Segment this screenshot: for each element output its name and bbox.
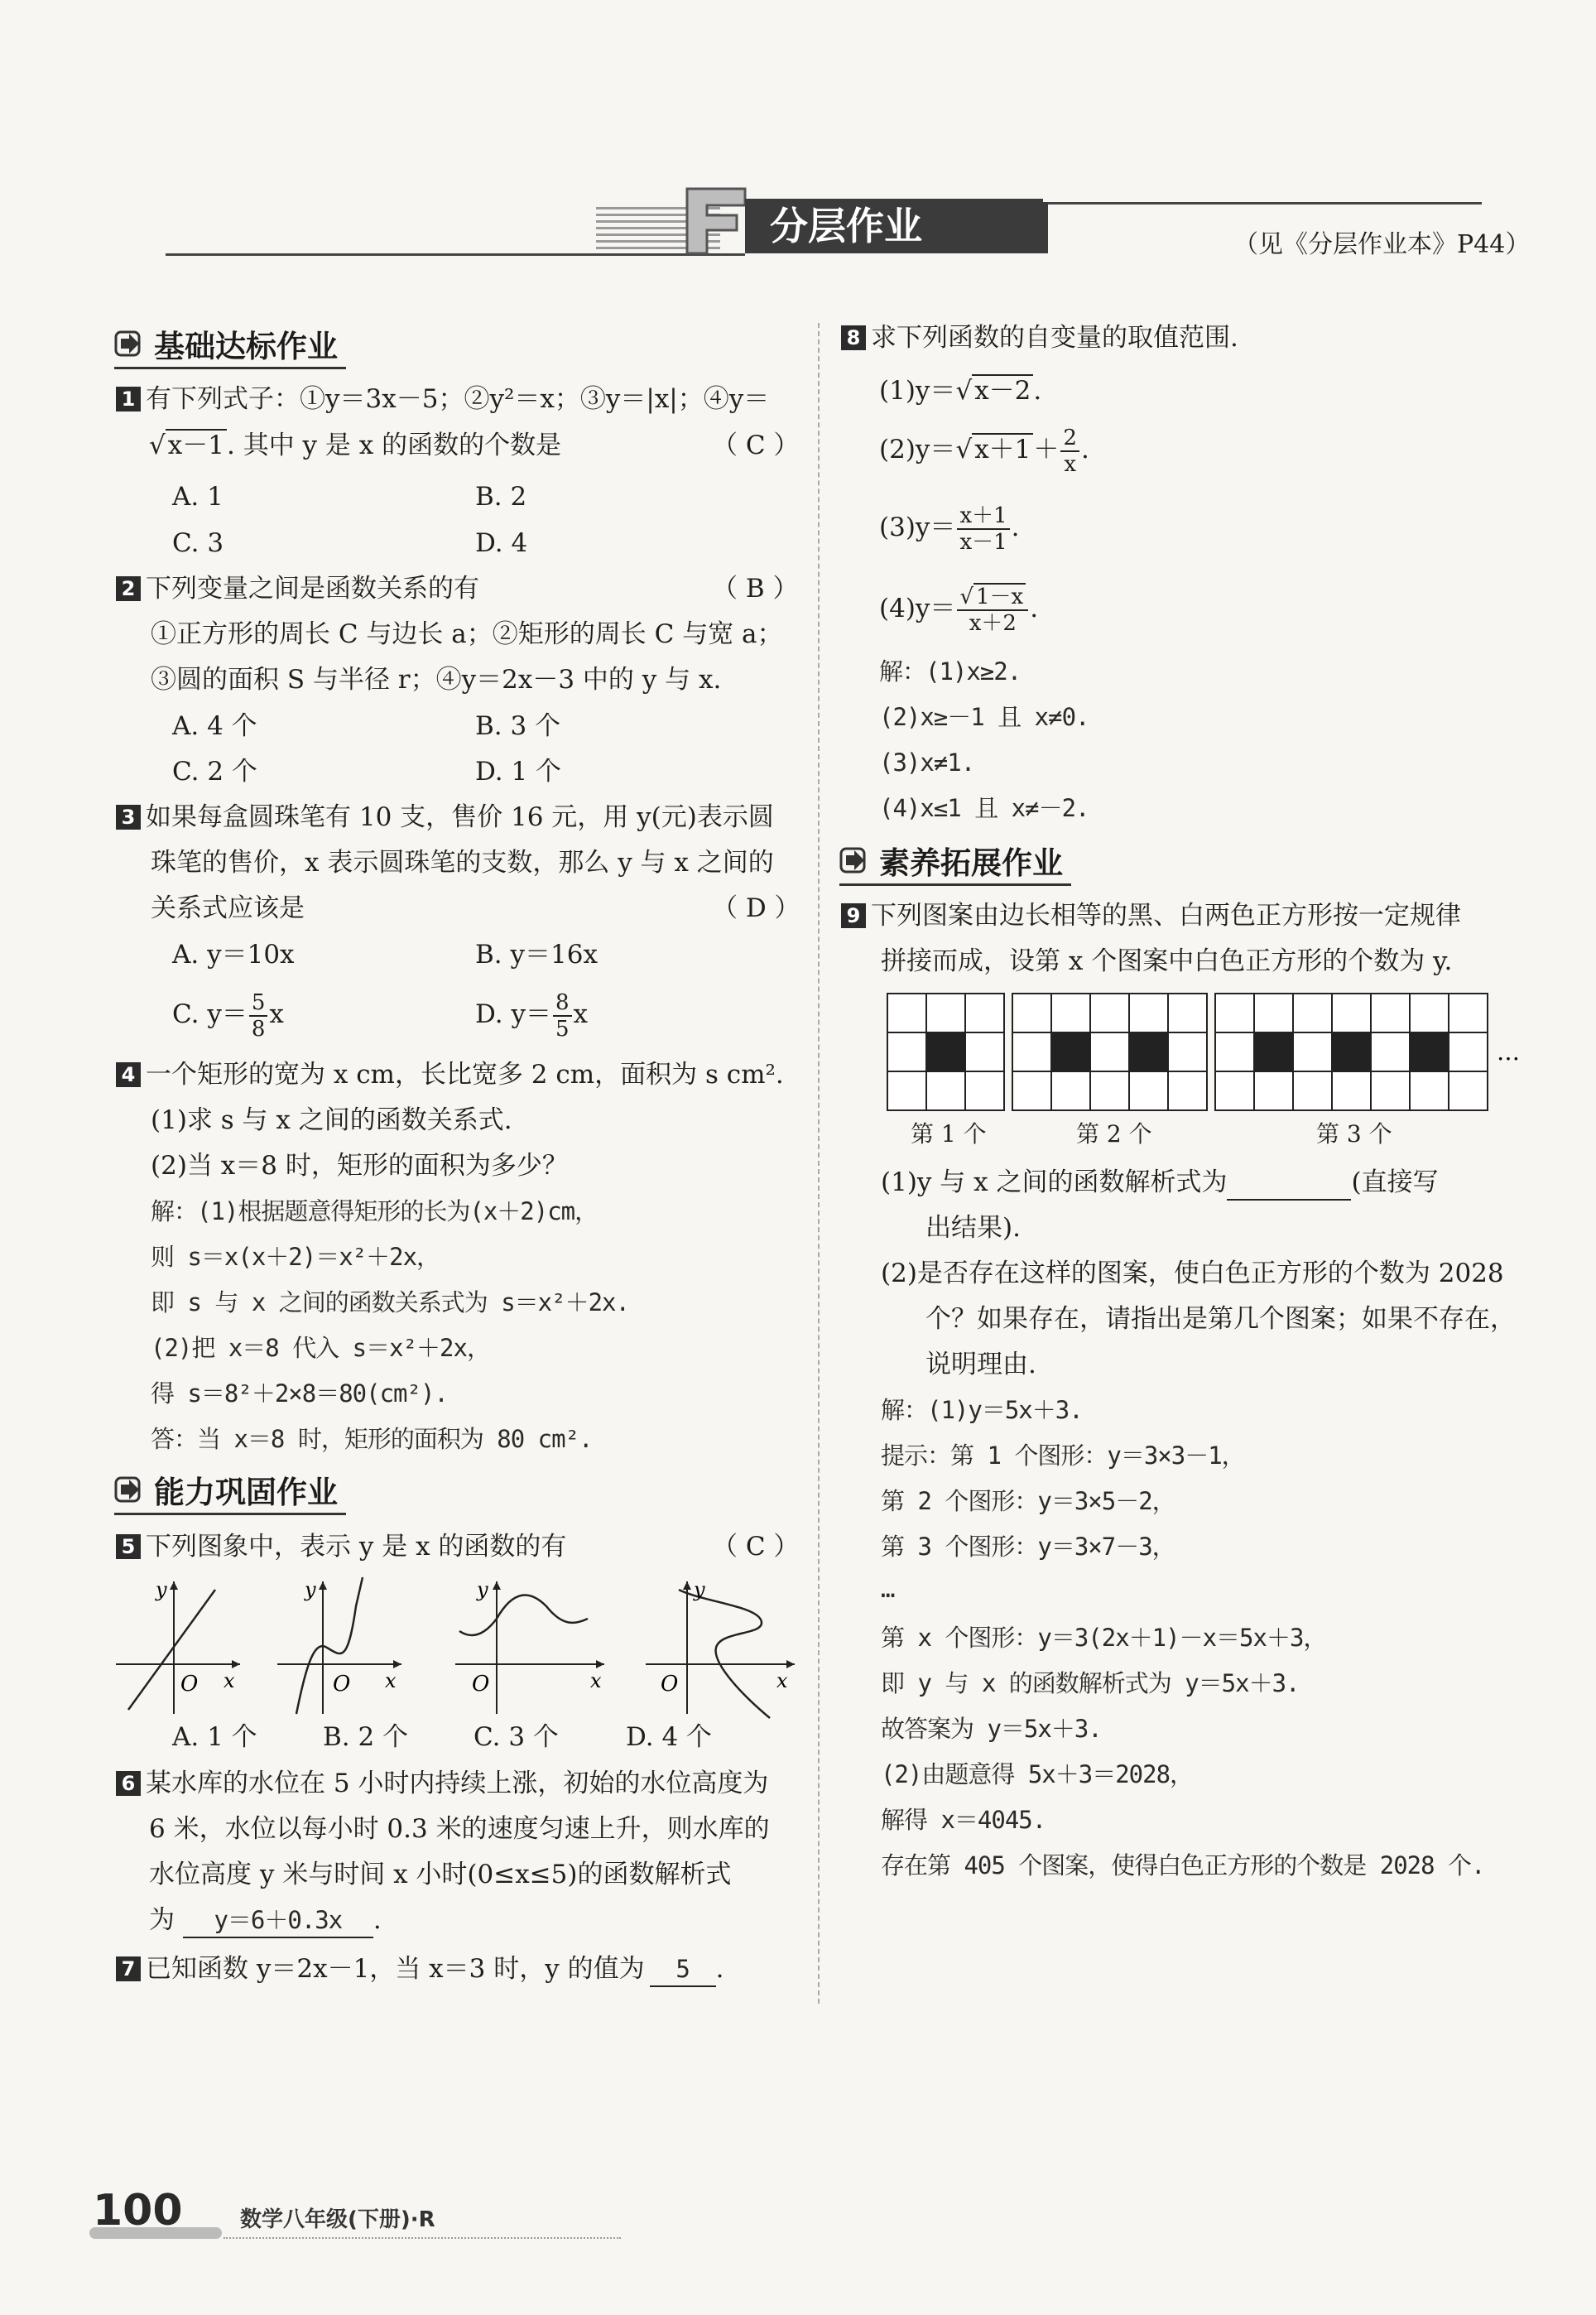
section-extension-title: 素养拓展作业 [879, 845, 1063, 881]
q3-line2: 珠笔的售价，x 表示圆珠笔的支数，那么 y 与 x 之间的 [151, 848, 774, 878]
y-axis-label: y [477, 1578, 488, 1601]
q5-answer: （ C ） [712, 1532, 800, 1562]
q8-s3-prefix: (3)y＝ [879, 513, 956, 542]
fraction [553, 990, 572, 1042]
q8-s2-prefix: (2)y＝ [879, 435, 956, 464]
q9-solution-9: (2)由题意得 5x＋3＝2028， [881, 1760, 1194, 1788]
q9-sub1 [881, 1166, 1439, 1201]
question-number: 9 [841, 903, 866, 928]
q1-option-c: C. 3 [172, 528, 224, 558]
q8-s1-prefix: (1)y＝ [879, 376, 956, 406]
q2-stem: 下列变量之间是函数关系的有 [146, 574, 479, 604]
q2-line3: ③圆的面积 S 与半径 r；④y＝2x－3 中的 y 与 x. [151, 665, 722, 695]
fraction [249, 990, 268, 1042]
question-number: 5 [116, 1534, 141, 1559]
section-basic-heading [114, 323, 338, 364]
q5-option-a: A. 1 个 [172, 1722, 257, 1752]
q2-option-a: A. 4 个 [172, 711, 257, 741]
q9-sub2-line2: 个？如果存在，请指出是第几个图案；如果不存在， [925, 1304, 1516, 1334]
q6-text1: 某水库的水位在 5 小时内持续上涨，初始的水位高度为 [146, 1769, 769, 1798]
q6-line1 [116, 1767, 768, 1800]
plus-sign: ＋ [1033, 435, 1060, 464]
x-axis-label: x [776, 1669, 788, 1692]
q5-option-b: B. 2 个 [323, 1722, 409, 1752]
q1-radicand: x－1 [166, 429, 227, 460]
q4-text: 一个矩形的宽为 x cm，长比宽多 2 cm，面积为 s cm². [146, 1060, 784, 1090]
q7-line1 [116, 1952, 723, 1987]
q9-label-1: 第 1 个 [911, 1120, 987, 1148]
numerator: x＋1 [957, 503, 1009, 530]
q9-label-3: 第 3 个 [1316, 1120, 1392, 1148]
section-extension-heading [839, 840, 1063, 881]
q2-option-b: B. 3 个 [475, 711, 561, 741]
question-number: 2 [116, 576, 141, 601]
q8-sub1: (1)y＝√x－2. [879, 376, 1042, 406]
q8-stem: 求下列函数的自变量的取值范围. [871, 323, 1238, 353]
q6-fill-blank [183, 1903, 373, 1938]
q9-solution-3: 第 2 个图形：y＝3×5－2， [881, 1487, 1175, 1515]
question-number: 3 [116, 805, 141, 830]
q6-line2: 6 米，水位以每小时 0.3 米的速度匀速上升，则水库的 [149, 1814, 770, 1844]
q3-line1 [116, 801, 774, 834]
q9-solution-4: 第 3 个图形：y＝3×7－3， [881, 1533, 1175, 1561]
question-number: 1 [116, 387, 141, 412]
q4-solution-3: 即 s 与 x 之间的函数关系式为 s＝x²＋2x. [151, 1288, 629, 1316]
q5-stem: 下列图象中，表示 y 是 x 的函数的有 [146, 1532, 567, 1562]
numerator: √ 1－x [957, 585, 1028, 611]
q8-line1 [841, 321, 1238, 354]
q2-line2: ①正方形的周长 C 与边长 a；②矩形的周长 C 与宽 a； [151, 619, 783, 649]
numerator: 8 [553, 990, 572, 1017]
header-rule-left [166, 253, 745, 256]
q4-solution-6: 答：当 x＝8 时，矩形的面积为 80 cm². [151, 1425, 593, 1453]
q9-solution-5: … [881, 1575, 895, 1603]
section-underline [114, 367, 346, 369]
arrow-icon [114, 1475, 144, 1504]
graph-b [277, 1577, 401, 1714]
q8-sub3 [879, 498, 1020, 556]
q6-suffix: . [373, 1905, 382, 1935]
numerator: 2 [1060, 426, 1079, 452]
q9-line1 [841, 899, 1461, 932]
column-divider [818, 323, 820, 2004]
question-number: 6 [116, 1771, 141, 1796]
y-axis-label: y [156, 1578, 167, 1601]
q2-answer: （ B ） [712, 574, 799, 604]
q9-solution-7: 即 y 与 x 的函数解析式为 y＝5x＋3. [881, 1669, 1300, 1697]
variable: x [573, 999, 589, 1029]
q5-option-d: D. 4 个 [626, 1722, 713, 1752]
q6-fill-answer: y＝6＋0.3x [214, 1906, 343, 1934]
q5-graphs [108, 1573, 803, 1722]
q8-sub4 [879, 580, 1038, 638]
q9-fill-blank [1227, 1166, 1351, 1201]
q1-option-d: D. 4 [475, 528, 528, 558]
section-underline [839, 883, 1071, 886]
y-axis-label: y [305, 1578, 316, 1601]
footer-book-title: 数学八年级(下册)·R [240, 2207, 435, 2232]
q9-sub1-suffix: (直接写 [1351, 1167, 1439, 1197]
q9-solution-11: 存在第 405 个图案，使得白色正方形的个数是 2028 个. [881, 1851, 1485, 1879]
q8-s4-prefix: (4)y＝ [879, 594, 956, 623]
q3-option-a: A. y＝10x [172, 940, 295, 970]
pattern-3 [1215, 994, 1488, 1110]
fraction [957, 503, 1009, 555]
q8-s4-radicand: 1－x [973, 583, 1026, 609]
question-number: 4 [116, 1062, 141, 1087]
y-axis-label: y [694, 1578, 705, 1601]
q7-fill-blank [650, 1952, 716, 1987]
header-bar-end [1041, 202, 1048, 253]
denominator: 5 [555, 1016, 570, 1042]
section-underline [114, 1513, 346, 1515]
q9-line2: 拼接而成，设第 x 个图案中白色正方形的个数为 y. [881, 946, 1453, 976]
numerator: 5 [249, 990, 268, 1017]
period: . [1080, 435, 1089, 464]
q1-line2: √x－1. 其中 y 是 x 的函数的个数是 [149, 431, 562, 460]
origin-label: O [661, 1672, 679, 1697]
footer-rule [224, 2237, 621, 2239]
graph-d [646, 1578, 795, 1718]
q4-solution-1: 解：(1)根据题意得矩形的长为(x＋2)cm， [151, 1197, 598, 1225]
question-number: 7 [116, 1956, 141, 1981]
header-reference: （见《分层作业本》P44） [1233, 230, 1531, 259]
q9-text1: 下列图案由边长相等的黑、白两色正方形按一定规律 [871, 901, 1461, 931]
q9-solution-2: 提示：第 1 个图形：y＝3×3－1， [881, 1441, 1245, 1470]
q8-s1-radicand: x－2 [972, 374, 1033, 406]
q9-solution-6: 第 x 个图形：y＝3(2x＋1)－x＝5x＋3， [881, 1624, 1327, 1652]
q9-patterns [886, 992, 1531, 1113]
header-title: 分层作业 [745, 199, 1043, 253]
q4-solution-4: (2)把 x＝8 代入 s＝x²＋2x， [151, 1334, 490, 1362]
page-number: 100 [93, 2186, 183, 2236]
q9-solution-10: 解得 x＝4045. [881, 1806, 1046, 1834]
q4-solution-2: 则 s＝x(x＋2)＝x²＋2x， [151, 1243, 440, 1271]
q8-s2-radicand: x＋1 [972, 433, 1033, 464]
q4-sub2: (2)当 x＝8 时，矩形的面积为多少？ [151, 1151, 568, 1181]
q2-option-c: C. 2 个 [172, 757, 257, 787]
denominator: x＋2 [969, 610, 1017, 636]
x-axis-label: x [385, 1669, 397, 1692]
q9-label-2: 第 2 个 [1076, 1120, 1152, 1148]
q8-solution-4: (4)x≤1 且 x≠－2. [879, 794, 1089, 822]
fraction [1060, 426, 1079, 477]
q1-line1 [116, 383, 769, 416]
arrow-icon [839, 845, 869, 875]
pattern-1 [887, 994, 1004, 1110]
pattern-2 [1012, 994, 1207, 1110]
q3-optd-prefix: D. y＝ [475, 999, 551, 1029]
period: . [1033, 376, 1042, 406]
q1-option-b: B. 2 [475, 482, 527, 512]
header-rule-right [1043, 202, 1482, 205]
q7-suffix: . [715, 1954, 724, 1984]
q8-solution-2: (2)x≥－1 且 x≠0. [879, 703, 1089, 731]
q9-solution-1: 解：(1)y＝5x＋3. [881, 1396, 1083, 1424]
q1-option-a: A. 1 [172, 482, 224, 512]
denominator: x－1 [959, 529, 1007, 555]
section-ability-heading [114, 1469, 338, 1510]
header-f-logo [679, 182, 753, 257]
x-axis-label: x [590, 1669, 602, 1692]
fraction [957, 585, 1028, 636]
q3-answer: （ D ） [712, 893, 800, 923]
graph-c [455, 1578, 604, 1714]
q7-text: 已知函数 y＝2x－1，当 x＝3 时，y 的值为 [146, 1954, 645, 1984]
q8-solution-3: (3)x≠1. [879, 748, 975, 777]
period: . [1030, 594, 1039, 623]
variable: x [269, 999, 284, 1029]
q5-line1 [116, 1530, 566, 1563]
denominator: x [1064, 451, 1077, 477]
q1-text: 有下列式子：①y＝3x－5；②y²＝x；③y＝|x|；④y＝ [146, 384, 770, 414]
q3-option-c [172, 985, 284, 1043]
section-basic-title: 基础达标作业 [154, 329, 338, 364]
x-axis-label: x [224, 1669, 235, 1692]
q4-line1 [116, 1058, 784, 1091]
q1-answer: （ C ） [712, 431, 800, 460]
q3-option-d [475, 985, 588, 1043]
period: . [1011, 513, 1020, 542]
denominator: 8 [251, 1016, 266, 1042]
q3-option-b: B. y＝16x [475, 940, 598, 970]
q3-line3: 关系式应该是 [151, 893, 305, 923]
q5-option-c: C. 3 个 [474, 1722, 559, 1752]
origin-label: O [472, 1672, 490, 1697]
q1-text2: . 其中 y 是 x 的函数的个数是 [226, 431, 562, 460]
q9-sub2-line3: 说明理由. [925, 1350, 1036, 1379]
origin-label: O [180, 1672, 199, 1697]
q9-solution-8: 故答案为 y＝5x＋3. [881, 1715, 1102, 1743]
q7-fill-answer: 5 [675, 1955, 690, 1983]
q9-sub1-line2: 出结果). [925, 1213, 1021, 1243]
graph-a [116, 1578, 240, 1714]
origin-label: O [333, 1672, 351, 1697]
q8-solution-1: 解：(1)x≥2. [879, 657, 1022, 686]
q2-option-d: D. 1 个 [475, 757, 562, 787]
q6-prefix: 为 [149, 1905, 175, 1935]
arrow-icon [114, 329, 144, 359]
q9-sub1-prefix: (1)y 与 x 之间的函数解析式为 [881, 1167, 1228, 1197]
q6-line4 [149, 1903, 382, 1938]
pattern-ellipsis: … [1497, 1038, 1520, 1066]
q2-line1 [116, 572, 479, 605]
q3-text1: 如果每盒圆珠笔有 10 支，售价 16 元，用 y(元)表示圆 [146, 802, 774, 832]
q8-sub2: (2)y＝√x＋1＋ $\frac{2}{x}$ . [879, 425, 1089, 477]
section-ability-title: 能力巩固作业 [154, 1475, 338, 1510]
question-number: 8 [841, 325, 866, 350]
q9-sub2-line1: (2)是否存在这样的图案，使白色正方形的个数为 2028 [881, 1259, 1504, 1288]
q3-optc-prefix: C. y＝ [172, 999, 248, 1029]
q6-line3: 水位高度 y 米与时间 x 小时(0≤x≤5)的函数解析式 [149, 1860, 732, 1889]
q4-solution-5: 得 s＝8²＋2×8＝80(cm²). [151, 1379, 448, 1408]
q4-sub1: (1)求 s 与 x 之间的函数关系式. [151, 1105, 512, 1135]
